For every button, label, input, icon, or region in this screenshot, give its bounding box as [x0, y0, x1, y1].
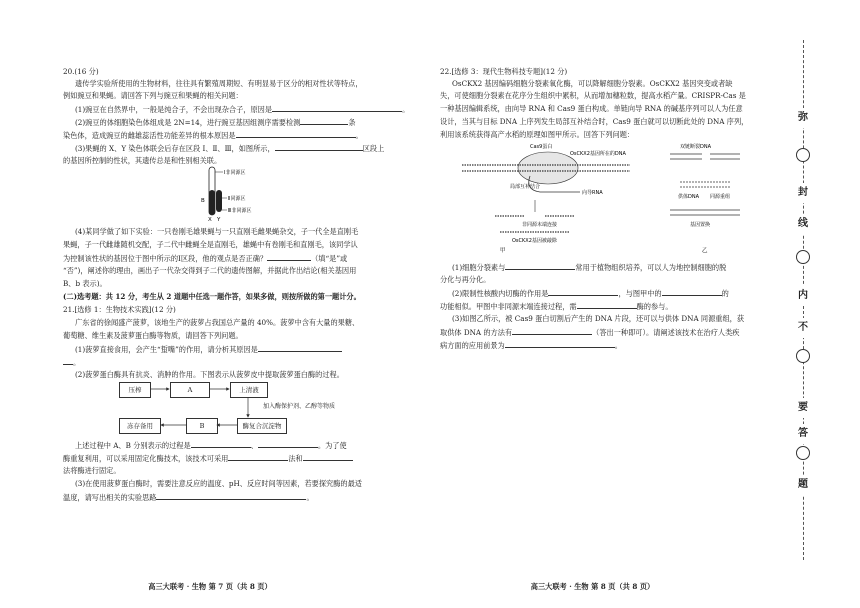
knockout-label: OsCKX2基因被敲除	[512, 238, 557, 244]
right-page	[420, 0, 765, 608]
q22-intro-line2: 失，可使细胞分裂素在花序分生组织中累积，从而增加穗粒数，提高水稻产量。CRISPR-Cas 是	[440, 91, 746, 100]
figure-yi-recombination	[660, 140, 760, 255]
q22-part1-line2: 分化与再分化。	[440, 275, 491, 284]
q22-part1-line1: (1)细胞分裂素与 常用于植物组织培养，可以人为地控制细胞的脱	[452, 263, 727, 272]
gene-b-label: B	[201, 198, 205, 204]
xy-chromosome-figure	[195, 164, 275, 222]
answer-blank[interactable]	[236, 130, 356, 138]
q20-part2-line1: (2)豌豆的体细胞染色体组成是 2N=14，进行豌豆基因组测序需要检测 条	[75, 118, 356, 127]
seal-char: 弥	[793, 108, 813, 128]
flowchart-arrows	[110, 380, 300, 436]
answer-blank[interactable]	[156, 492, 306, 500]
flow-step-label: 加入酶保护剂、乙醇等物质	[263, 403, 336, 410]
q22-part3-line2: 取供体 DNA 的方法有 （答出一种即可）。请阐述该技术在治疗人类疾	[440, 328, 740, 337]
q21-part2: (2)菠萝蛋白酶具有抗炎、消肿的作用。下图表示从菠萝皮中提取菠萝蛋白酶的过程。	[75, 370, 344, 379]
answer-blank[interactable]	[662, 288, 722, 296]
q21-part1-line2: 。	[63, 357, 80, 367]
answer-blank[interactable]	[258, 344, 342, 352]
q20-part1: (1)豌豆在自然界中，一般是纯合子，不会出现杂合子，原因是 。	[75, 105, 410, 114]
answer-blank[interactable]	[275, 143, 363, 151]
seal-char: 不	[793, 318, 813, 338]
flow-box-freeze: 冻存备用	[119, 418, 161, 434]
q20-intro-line1: 遗传学实验所使用的生物材料，往往具有繁殖周期短、有明显易于区分的相对性状等特点，	[75, 79, 363, 88]
q21-part2-q-line1: 上述过程中 A、B 分别表示的过程是 、 。为了使	[75, 441, 347, 450]
figure-yi-label: 乙	[702, 248, 708, 254]
answer-blank[interactable]	[303, 453, 353, 461]
q22-part2-line2: 功能相似。甲图中非同源末端连接过程，需 酶的参与。	[440, 302, 673, 311]
answer-blank[interactable]	[63, 357, 73, 365]
q21-intro-line1: 广东省的徐闻盛产菠萝，该地生产的菠萝占我国总产量的 40%。菠萝中含有大量的果糖、	[75, 318, 360, 327]
q22-part3-line3: 病方面的应用前景为 。	[440, 341, 622, 350]
answer-blank[interactable]	[267, 253, 311, 261]
q22-part2-line1: (2)限制性核酸内切酶的作用是 ，与图甲中的 的	[452, 289, 729, 298]
left-page	[0, 0, 420, 608]
seal-hole	[796, 250, 810, 264]
x-homologous-region	[209, 190, 215, 215]
seal-char: 答	[793, 424, 813, 444]
q21-heading: 21.[选修 1：生物技术实践](12 分)	[63, 305, 176, 314]
x-label: X	[208, 217, 212, 222]
pairing-label: 局部互补结合	[510, 184, 541, 190]
figure-jia-label: 甲	[500, 248, 506, 254]
flow-box-a: A	[170, 382, 210, 398]
donor-label: 供体DNA	[678, 194, 700, 200]
answer-blank[interactable]	[191, 440, 251, 448]
figure-jia-crispr	[460, 140, 660, 255]
answer-blank[interactable]	[577, 301, 637, 309]
q20-heading: 20.(16 分)	[63, 67, 99, 76]
region-i-label: Ⅰ非同源区	[224, 170, 246, 176]
answer-blank[interactable]	[228, 453, 288, 461]
answer-blank[interactable]	[300, 117, 348, 125]
region-ii-label: Ⅱ同源区	[228, 196, 246, 202]
q22-intro-line3: 一种基因编辑系统，由向导 RNA 和 Cas9 蛋白构成。单链向导 RNA 的碱基序列可以人为任意	[440, 104, 743, 113]
dna-label: OsCKX2基因所在的DNA	[570, 151, 626, 157]
left-page-footer: 高三大联考 · 生物 第 7 页（共 8 页）	[148, 582, 272, 591]
guide-rna-label: 向导RNA	[582, 190, 603, 196]
y-chromosome	[216, 190, 222, 212]
replace-label: 基因置换	[690, 222, 711, 228]
seal-char: 内	[793, 286, 813, 306]
seal-char: 要	[793, 398, 813, 418]
seal-char: 线	[793, 214, 813, 234]
seal-char: 封	[793, 183, 813, 203]
answer-blank[interactable]	[505, 262, 575, 270]
q21-part1-line1: (1)菠萝直接食用，会产生“蜇嘴”的作用，请分析其原因是	[75, 344, 342, 354]
q20-intro-line2: 例如豌豆和果蝇。请回答下列与豌豆和果蝇的相关问题：	[63, 91, 243, 100]
q22-part3-line1: (3)如图乙所示，被 Cas9 蛋白切割后产生的 DNA 片段，还可以与供体 DNA 同源重组，获	[452, 314, 745, 323]
section2-heading: (二)选考题：共 12 分，考生从 2 道题中任选一题作答，如果多做，则按所做的第一题计分。	[63, 292, 361, 301]
seal-hole	[796, 446, 810, 460]
q20-part3-line1: (3)果蝇的 X、Y 染色体联会后存在区段 Ⅰ、Ⅱ、Ⅲ，如图所示， 区段上	[75, 144, 385, 153]
q21-part2-q-line3: 法将酶进行固定。	[63, 466, 121, 475]
q22-intro-line1: OsCKX2 基因编码细胞分裂素氧化酶，可以降解细胞分裂素。OsCKX2 基因突变或者缺	[452, 79, 733, 88]
flow-box-precipitate: 酶复合沉淀物	[237, 418, 287, 434]
q22-intro-line5: 利用该系统获得高产水稻的原理如图甲所示。回答下列问题：	[440, 130, 635, 139]
seal-char: 题	[793, 475, 813, 495]
q20-part4-line4: “否”)，阐述你的理由，画出子一代杂交得到子二代的遗传图解，并据此作出结论(相关基因用	[63, 266, 357, 275]
q20-part3-line2: 的基因所控制的性状，其遗传总是和性别相关联。	[63, 156, 222, 165]
q22-intro-line4: 设计，当其与目标 DNA 上序列发生局部互补结合时，Cas9 蛋白就可以切断此处的 DNA 序列，	[440, 117, 749, 126]
seal-hole	[796, 349, 810, 363]
seal-hole	[796, 148, 810, 162]
q21-part2-q-line2: 酶重复利用，可以采用固定化酶技术，该技术可采用 法和	[63, 453, 353, 463]
right-page-footer: 高三大联考 · 生物 第 8 页（共 8 页）	[530, 582, 655, 591]
cas9-label: Cas9蛋白	[530, 144, 553, 150]
q20-part4-line5: B、b 表示)。	[63, 279, 107, 288]
flow-box-press: 压榨	[119, 382, 151, 398]
binding-margin	[767, 0, 860, 608]
answer-blank[interactable]	[272, 104, 402, 112]
cas9-protein-shape	[518, 152, 578, 184]
y-label: Y	[217, 217, 221, 222]
q20-part2-line2: 染色体，造成豌豆的雌雄蕊活性功能差异的根本原因是 。	[63, 131, 363, 140]
answer-blank[interactable]	[505, 340, 615, 348]
recombination-label: 同源重组	[710, 194, 731, 200]
q20-part4-line2: 果蝇，子一代雌雄随机交配，子二代中雌蝇全是直刚毛，雄蝇中有卷刚毛和直刚毛，该同学认	[63, 240, 358, 249]
nhej-label: 非同源末端连接	[522, 222, 558, 228]
q21-intro-line2: 葡萄糖、维生素及菠萝蛋白酶等物质，请回答下列问题。	[63, 331, 243, 340]
answer-blank[interactable]	[258, 440, 318, 448]
q21-part3-line1: (3)在使用菠萝蛋白酶时，需要注意反应的温度、pH、反应时间等因素，若要探究酶的最适	[75, 479, 362, 488]
flow-box-b: B	[186, 418, 218, 434]
answer-blank[interactable]	[512, 327, 592, 335]
flow-box-supernatant: 上清液	[230, 382, 268, 398]
dsb-label: 双链断裂DNA	[680, 144, 712, 150]
q20-part4-line3: 为控制该性状的基因位于图中所示的Ⅰ区段，他的观点是否正确？ （填“是”或	[63, 254, 348, 263]
answer-blank[interactable]	[548, 288, 618, 296]
q21-part3-line2: 温度，请写出相关的实验思路 。	[63, 493, 314, 502]
region-iii-label: Ⅲ非同源区	[228, 208, 252, 214]
q20-part4-line1: (4)某同学做了如下实验：一只卷刚毛雄果蝇与一只直刚毛雌果蝇杂交，子一代全是直刚毛	[75, 227, 359, 236]
q22-heading: 22.[选修 3：现代生物科技专题](12 分)	[440, 67, 568, 76]
